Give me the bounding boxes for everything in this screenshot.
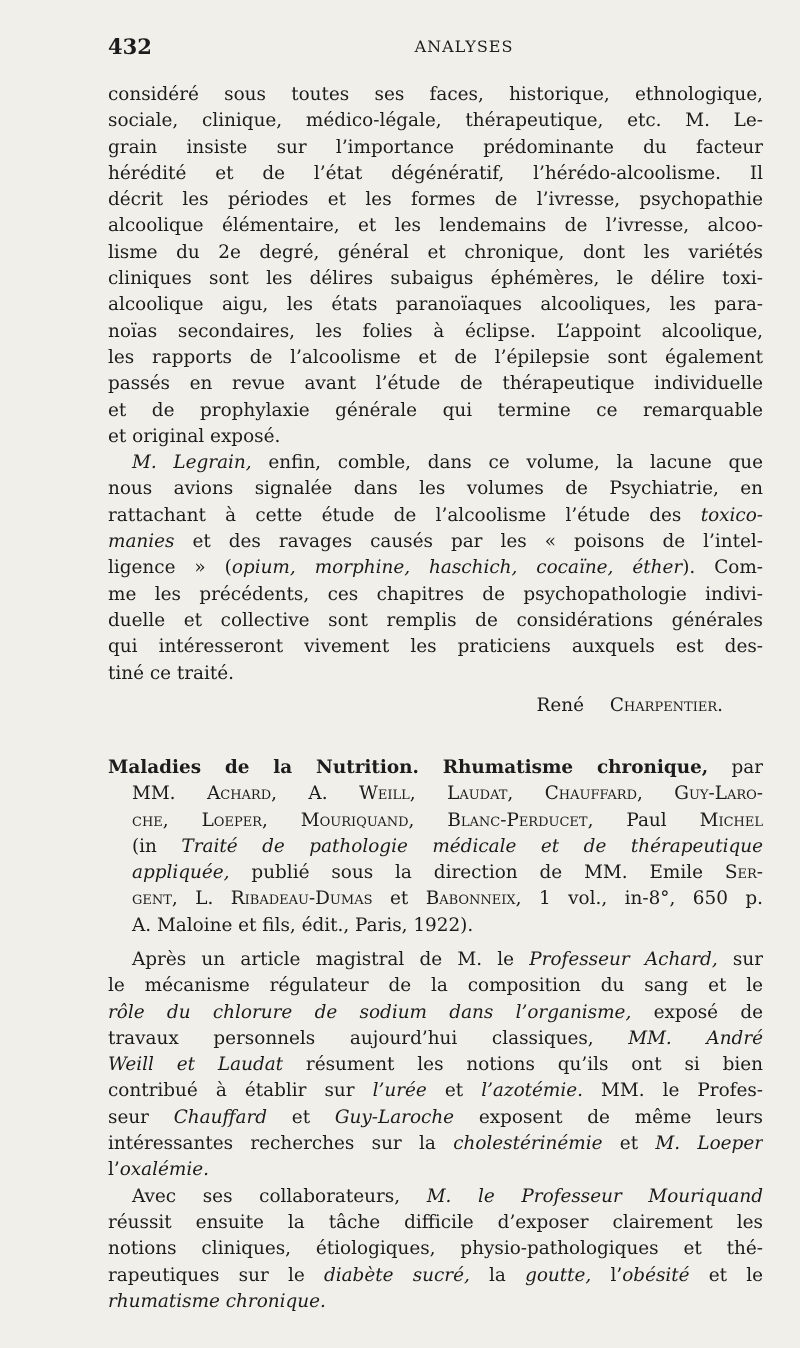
- running-title: ANALYSES: [414, 37, 514, 56]
- text-line: (in Traité de pathologie médicale et de thérapeutique: [132, 835, 763, 857]
- text-line: Maladies de la Nutrition. Rhumatisme chronique, par: [108, 757, 763, 778]
- text-line: intéressantes recherches sur la cholestérinémie et M. Loeper: [108, 1133, 763, 1155]
- page-header: [108, 34, 760, 64]
- text-line: rhumatisme chronique.: [108, 1290, 326, 1312]
- text-line: me les précédents, ces chapitres de psychopathologie indivi-: [108, 583, 763, 605]
- text-line: nous avions signalée dans les volumes de Psychiatrie, en: [108, 478, 763, 500]
- page-number: 432: [108, 34, 152, 59]
- review-body: [108, 947, 763, 1315]
- text-line: Après un article magistral de M. le Professeur Achard, sur: [132, 949, 763, 970]
- text-line: appliquée, publié sous la direction de MM. Emile Ser-: [132, 862, 763, 884]
- text-line: les rapports de l’alcoolisme et de l’épilepsie sont également: [108, 346, 763, 368]
- text-line: tiné ce traité.: [108, 662, 235, 684]
- text-line: notions cliniques, étiologiques, physio-pathologiques et thé-: [108, 1238, 763, 1260]
- text-line: l’oxalémie.: [108, 1159, 209, 1181]
- text-line: passés en revue avant l’étude de thérapeutique individuelle: [108, 373, 763, 395]
- text-line: M. Legrain, enfin, comble, dans ce volume, la lacune que: [132, 452, 763, 474]
- text-line: qui intéresseront vivement les praticiens auxquels est des-: [108, 636, 763, 658]
- text-line: che, Loeper, Mouriquand, Blanc-Perducet, Paul Michel: [132, 809, 763, 831]
- text-line: gent, L. Ribadeau-Dumas et Babonneix, 1 vol., in-8°, 650 p.: [132, 888, 763, 910]
- text-line: ligence » (opium, morphine, haschich, cocaïne, éther). Com-: [108, 557, 763, 579]
- text-line: MM. Achard, A. Weill, Laudat, Chauffard, Guy-Laro-: [132, 783, 763, 805]
- signature: René Charpentier.: [536, 695, 723, 716]
- text-line: alcoolique aigu, les états paranoïaques alcooliques, les para-: [108, 294, 763, 316]
- text-line: lisme du 2e degré, général et chronique, dont les variétés: [108, 241, 763, 263]
- text-line: décrit les périodes et les formes de l’ivresse, psychopathie: [108, 189, 763, 211]
- text-line: noïas secondaires, les folies à éclipse. L’appoint alcoolique,: [108, 320, 763, 342]
- review-continuation: [108, 82, 763, 687]
- text-line: Weill et Laudat résument les notions qu’ils ont si bien: [108, 1054, 763, 1076]
- text-line: réussit ensuite la tâche difficile d’exposer clairement les: [108, 1211, 763, 1233]
- text-line: alcoolique élémentaire, et les lendemains de l’ivresse, alcoo-: [108, 215, 763, 237]
- text-line: manies et des ravages causés par les « poisons de l’intel-: [108, 531, 763, 553]
- text-line: sociale, clinique, médico-légale, thérapeutique, etc. M. Le-: [108, 110, 763, 132]
- text-line: travaux personnels aujourd’hui classiques, MM. André: [108, 1027, 763, 1049]
- text-line: seur Chauffard et Guy-Laroche exposent de même leurs: [108, 1106, 763, 1128]
- text-line: rapeutiques sur le diabète sucré, la goutte, l’obésité et le: [108, 1264, 763, 1286]
- text-line: A. Maloine et fils, édit., Paris, 1922).: [132, 914, 474, 936]
- text-line: le mécanisme régulateur de la composition du sang et le: [108, 975, 763, 997]
- text-line: et de prophylaxie générale qui termine ce remarquable: [108, 399, 763, 421]
- text-line: cliniques sont les délires subaigus éphémères, le délire toxi-: [108, 268, 763, 290]
- text-line: rôle du chlorure de sodium dans l’organisme, exposé de: [108, 1001, 763, 1023]
- review-heading: [108, 755, 763, 939]
- text-line: contribué à établir sur l’urée et l’azotémie. MM. le Profes-: [108, 1080, 763, 1102]
- text-line: Avec ses collaborateurs, M. le Professeur Mouriquand: [132, 1185, 763, 1207]
- text-line: duelle et collective sont remplis de considérations générales: [108, 609, 763, 631]
- text-line: considéré sous toutes ses faces, historique, ethnologique,: [108, 84, 763, 105]
- text-line: hérédité et de l’état dégénératif, l’hérédo-alcoolisme. Il: [108, 162, 763, 184]
- text-line: rattachant à cette étude de l’alcoolisme l’étude des toxico-: [108, 504, 763, 526]
- text-line: et original exposé.: [108, 425, 281, 447]
- text-line: grain insiste sur l’importance prédominante du facteur: [108, 136, 763, 158]
